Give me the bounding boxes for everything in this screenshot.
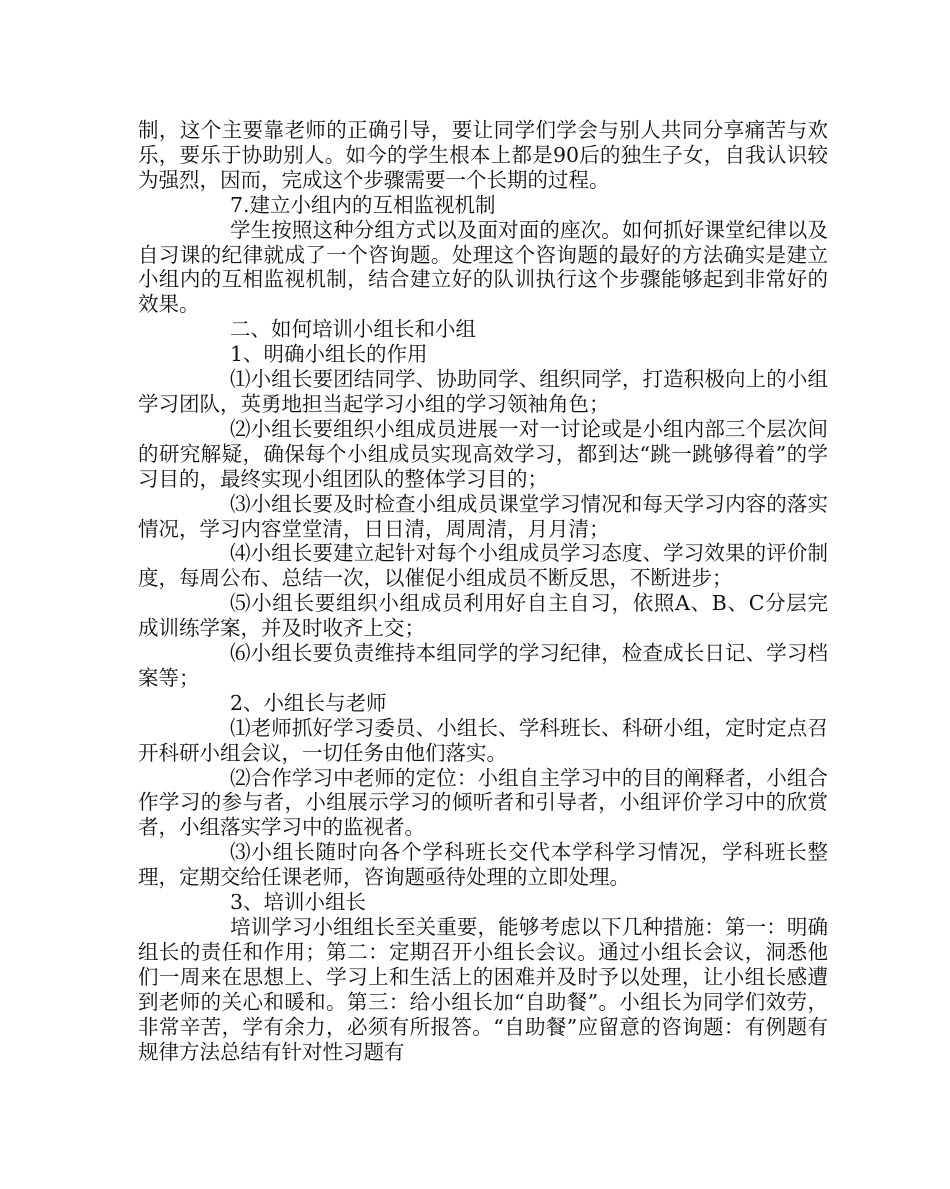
heading-mutual-supervision: 7.建立小组内的互相监视机制 — [230, 192, 496, 217]
list-item-role-1: ⑴小组长要团结同学、协助同学、组织同学，打造积极向上的小组学习团队，英勇地担当起学习小组的学习领袖角色； — [138, 367, 828, 416]
paragraph-training-measures: 培训学习小组组长至关重要，能够考虑以下几种措施：第一：明确组长的责任和作用；第二：定期召开小组长会议。通过小组长会议，洞悉他们一周来在思想上、学习上和生活上的困难并及时予以处理，让小组长感遭到老师的关心和暖和。第三：给小组长加“自助餐”。小组长为同学们效劳，非常辛苦，学有余力，必须有所报答。“自助餐”应留意的咨询题：有例题有规律方法总结有针对性习题有 — [138, 915, 828, 1064]
paragraph-intro-continuation: 制，这个主要靠老师的正确引导，要让同学们学会与别人共同分享痛苦与欢乐，要乐于协助别人。如今的学生根本上都是90后的独生子女，自我认识较为强烈，因而，完成这个步骤需要一个长期的过程。 — [138, 118, 828, 192]
document-page — [138, 118, 828, 1064]
list-item-role-6: ⑹小组长要负责维持本组同学的学习纪律，检查成长日记、学习档案等； — [138, 641, 828, 690]
list-item-role-2: ⑵小组长要组织小组成员进展一对一讨论或是小组内部三个层次间的研究解疑，确保每个小组成员实现高效学习，都到达“跳一跳够得着”的学习目的，最终实现小组团队的整体学习目的； — [138, 416, 828, 491]
list-item-teacher-1: ⑴老师抓好学习委员、小组长、学科班长、科研小组，定时定点召开科研小组会议，一切任务由他们落实。 — [138, 715, 828, 765]
list-item-teacher-2: ⑵合作学习中老师的定位：小组自主学习中的目的阐释者，小组合作学习的参与者，小组展示学习的倾听者和引导者，小组评价学习中的欣赏者，小组落实学习中的监视者。 — [138, 765, 828, 840]
list-item-role-4: ⑷小组长要建立起针对每个小组成员学习态度、学习效果的评价制度，每周公布、总结一次，以催促小组成员不断反思，不断进步； — [138, 541, 828, 591]
list-item-teacher-3: ⑶小组长随时向各个学科班长交代本学科学习情况，学科班长整理，定期交给任课老师，咨询题亟待处理的立即处理。 — [138, 840, 828, 890]
paragraph-supervision-body: 学生按照这种分组方式以及面对面的座次。如何抓好课堂纪律以及自习课的纪律就成了一个咨询题。处理这个咨询题的最好的方法确实是建立小组内的互相监视机制，结合建立好的队训执行这个步骤能够起到非常好的效果。 — [138, 217, 828, 317]
subheading-leader-role: 1、明确小组长的作用 — [230, 342, 428, 367]
list-item-role-5: ⑸小组长要组织小组成员利用好自主自习，依照A、B、C分层完成训练学案，并及时收齐上交； — [138, 591, 828, 641]
subheading-leader-and-teacher: 2、小组长与老师 — [230, 690, 387, 715]
section-heading-train-leaders: 二、如何培训小组长和小组 — [230, 317, 476, 342]
list-item-role-3: ⑶小组长要及时检查小组成员课堂学习情况和每天学习内容的落实情况，学习内容堂堂清，日日清，周周清，月月清； — [138, 491, 828, 541]
subheading-train-leaders: 3、培训小组长 — [230, 890, 367, 915]
